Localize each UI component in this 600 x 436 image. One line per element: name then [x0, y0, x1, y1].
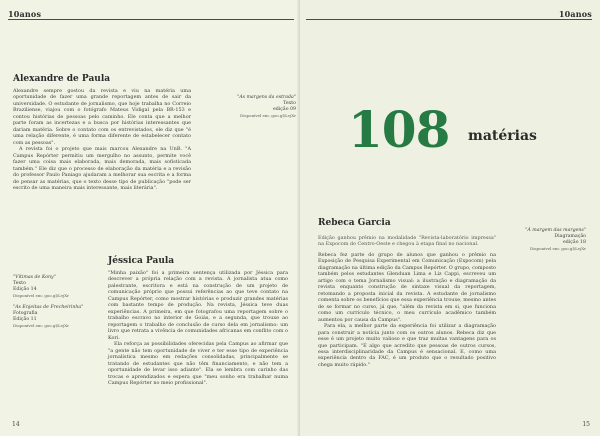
sidebar-credits-jessica — [13, 275, 101, 328]
paragraph: Para ela, a melhor parte da experiência foi utilizar a diagramação para construir a notícia junto com os outros alunos. Rebeca diz que esse é um projeto muito valioso e que traz muitas vantagens para os que participam. "É algo que acredito que pessoas de outros cursos, essa interdisciplinaridade da Campus é sensacional. E, como uma experiência dentro da FAC, é um produto que o resultado positivo chega muito rápido." — [318, 323, 496, 368]
paragraph: Ela reforça as possibilidades oferecidas pela Campus ao afirmar que "a gente não tem oportunidade de viver e ter esse tipo de experiência jornalística mesmo em redações consolidadas, principalmente se tratando de estudantes que não têm financiamento, e não tem a oportunidade de levar isso adiante". Ela se lembra com carinho das trocas e aprendizados e espera que "meu sonho era trabalhar numa Campus Repórter no meio profissional". — [108, 341, 288, 386]
body-text-alexandre — [13, 88, 191, 192]
credit-source: Disponível em: goo.gl/LvjXr — [13, 322, 70, 328]
body-text-rebeca — [318, 235, 496, 368]
feature-number: 108 — [348, 100, 450, 159]
section-title-jessica: Jéssica Paula — [108, 256, 175, 266]
credit-source: Disponível em: goo.gl/LvjXr — [529, 246, 586, 252]
credit-source: Disponível em: goo.gl/LvjXr — [13, 293, 70, 299]
header-mark-right: 10anos — [558, 9, 592, 19]
credit-type: Fotografia — [13, 310, 38, 316]
header-rule-right — [306, 19, 592, 20]
paragraph: "Minha paixão" foi a primeira sentença utilizada por Jéssica para descrever a própria relação com a revista. A jornalista atua como palestrante, escritora e está na construção de um projeto de comunicação próprio que possui referências ao que teve contato na Campus Repórter, como mostrar histórias e produzir grandes matérias com bastante tempo de produção. Na revista, Jéssica teve duas experiências. A primeira, em que fotografou uma reportagem sobre o trabalho escravo no interior de Goiás, e a segunda, que trouxe ao reportagem o trabalho de conclusão de curso dela em jornalismo: um livro que retrata a vivência de comunidades africanas em conflito com o Kori. — [108, 270, 288, 341]
page-number-left: 14 — [12, 421, 20, 428]
paragraph: A revista foi o projeto que mais marcou Alexandre na UnB. "A Campus Repórter permitiu um mergulho no assunto, permite você fazer uma coisa mais elaborada, mais demorada, mais sofisticada também." Ele diz que o processo de elaboração da matéria e a revisão do professor Paulo Paniago ajudaram a melhorar sua escrita e a forma de pensar as matérias, que o texto desse tipo de publicação "pode ser escrito de uma maneira mais interessante, mais literária". — [13, 146, 191, 192]
credit-title: "Vítimas de Kony" — [13, 275, 56, 280]
credit-edition: Edição 14 — [13, 287, 37, 293]
credit-title: "À margem das margens" — [525, 228, 586, 233]
lead-text: Edição ganhou prêmio na modalidade "Revista-laboratório impressa" na Expocom do Centro-Oeste e chegou à etapa final no nacional. — [318, 235, 496, 248]
header-rule-left — [8, 19, 294, 20]
paragraph: Alexandre sempre gostou da revista e viu na matéria uma oportunidade de fazer uma grande reportagem antes de sair da universidade. O estudante de jornalismo, que hoje trabalha no Correio Braziliense, viajou com o fotógrafo Mateus Vidigal pela BR-153 e contou histórias de pessoas pelo caminho. Ele conta que a melhor parte foram as incertezas e a busca por histórias interessantes que dariam matéria. Sobre o contato com os entrevistados, ele diz que "é uma relação diferente, é uma forma diferente de estabelecer contato com as pessoas". — [13, 88, 191, 146]
feature-word: matérias — [468, 128, 537, 144]
paragraph: Rebeca fez parte do grupo de alunos que ganhou o prêmio na Exposição de Pesquisa Experimental em Comunicação (Expocom) pela diagramação na última edição da Campus Repórter. O grupo, composto também pelos estudantes Glenduan Lima e Liz Cappi, escreveu um artigo com o tema Jornalismo visual: a ilustração e diagramação da revista enquanto construção de sintaxe visual da reportagem, retomando a proposta inicial da revista. A estudante de jornalismo comenta sobre os benefícios que essa experiência trouxe, mesmo antes de se formar no curso, já que, "além da revista em si, que funciona como um currículo técnico, o meu currículo acadêmico também aumentou por causa da Campus". — [318, 251, 496, 323]
credit-source: Disponível em: goo.gl/LvjXr — [239, 113, 296, 119]
credit-title: "As Enjeitas de Frecheirinha" — [13, 304, 84, 310]
credit-edition: Edição 11 — [13, 316, 37, 322]
section-title-rebeca: Rebeca Garcia — [318, 218, 391, 228]
credit-edition: edição 09 — [273, 107, 296, 113]
section-title-alexandre: Alexandre de Paula — [13, 74, 111, 84]
credit-type: Diagramação — [554, 234, 586, 240]
page-number-right: 15 — [582, 421, 590, 428]
header-mark-left: 10anos — [8, 9, 42, 19]
credit-edition: edição 18 — [563, 240, 586, 246]
sidebar-credit-rebeca — [508, 228, 586, 252]
credit-title: "As margens da estrada" — [237, 95, 296, 100]
body-text-jessica — [108, 270, 288, 386]
credit-type: Texto — [283, 101, 296, 107]
sidebar-credit-alexandre — [214, 95, 296, 119]
credit-type: Texto — [13, 281, 26, 287]
